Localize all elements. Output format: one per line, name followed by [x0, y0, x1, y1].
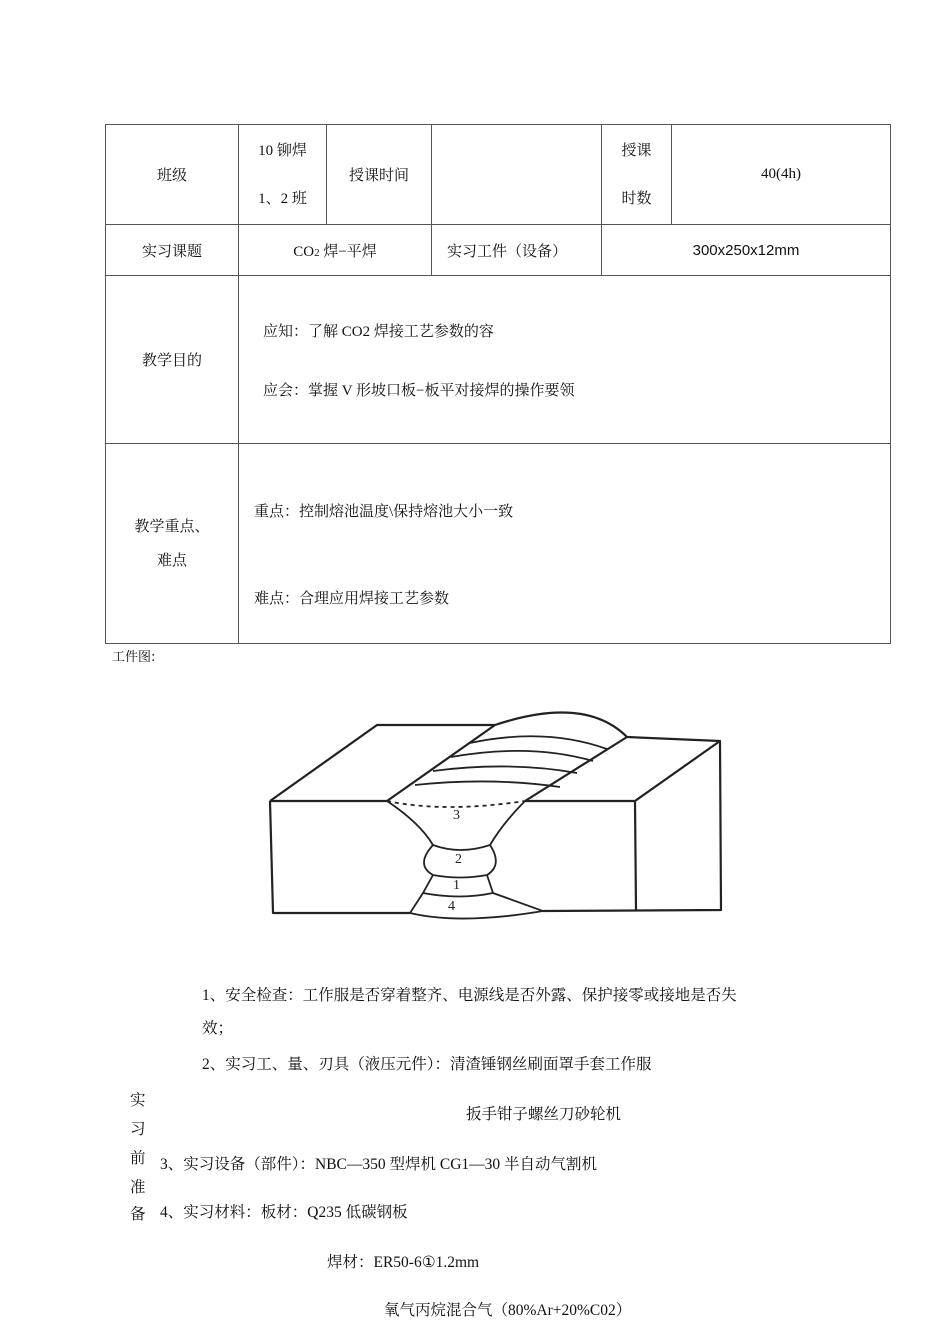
hours-value: 40(4h): [672, 125, 891, 225]
key-label: [106, 444, 239, 644]
prep-item4: 4、实习材料：板材：Q235 低碳钢板: [160, 1204, 408, 1221]
prep-side-label-5: 备: [130, 1206, 146, 1223]
prep-item1-line1: 1、安全检查：工作服是否穿着整齐、电源线是否外露、保护接零或接地是否失: [202, 987, 737, 1004]
prep-item2-cont: 扳手钳子螺丝刀砂轮机: [466, 1106, 622, 1123]
topic-suffix: 焊−平焊: [319, 243, 377, 260]
goal-know: 应知：了解 CO2 焊接工艺参数的容: [263, 323, 494, 340]
topic-subscript: 2: [314, 246, 320, 259]
prep-item3: 3、实习设备（部件）：NBC—350 型焊机 CG1—30 半自动气割机: [160, 1156, 598, 1173]
layer-label-2: 2: [455, 852, 462, 867]
difficult-point: 难点：合理应用焊接工艺参数: [254, 590, 450, 607]
topic-value: [239, 225, 432, 276]
hours-label-line1: 授课: [621, 142, 652, 159]
key-label-line1: 教学重点、: [134, 518, 210, 535]
hours-label-line2: 时数: [621, 190, 652, 207]
prep-item4-gas: 氧气丙烷混合气（80%Ar+20%C02）: [384, 1302, 632, 1319]
weld-layers: [387, 801, 543, 919]
row-key-points: [106, 444, 891, 644]
weld-crown: [495, 713, 627, 738]
layer-label-4: 4: [448, 899, 455, 914]
prep-side-label-2: 习: [130, 1121, 146, 1138]
goal-can: 应会：掌握 V 形坡口板−板平对接焊的操作要领: [263, 382, 575, 399]
topic-label: 实习课题: [106, 225, 239, 276]
class-value: [239, 125, 327, 225]
key-point: 重点：控制熔池温度\保持熔池大小一致: [254, 503, 514, 520]
prep-item4-weld: 焊材：ER50-6①1.2mm: [327, 1254, 480, 1271]
layer-label-1: 1: [453, 878, 460, 893]
workpiece-drawing: [255, 705, 735, 930]
prep-item1-line2: 效；: [202, 1020, 234, 1037]
row-topic: [106, 225, 891, 276]
prep-side-label-1: 实: [130, 1092, 146, 1109]
time-label: 授课时间: [327, 125, 432, 225]
class-label: 班级: [106, 125, 239, 225]
workpiece-value: 300x250x12mm: [602, 225, 891, 276]
left-plate-top-back: [270, 725, 495, 801]
workpiece-label: 实习工件（设备）: [432, 225, 602, 276]
hours-label: [602, 125, 672, 225]
right-plate-top: [525, 741, 720, 801]
left-groove-edge: [387, 725, 495, 801]
key-label-line2: 难点: [156, 552, 187, 569]
goal-content: [239, 276, 891, 444]
layer-4: [423, 893, 493, 897]
prep-side-label-3: 前: [130, 1150, 146, 1167]
figure-caption: 工件图:: [112, 650, 156, 665]
class-value-line2: 1、2 班: [258, 190, 307, 207]
left-plate-front: [270, 801, 410, 913]
row-goal: [106, 276, 891, 444]
topic-prefix: CO: [293, 243, 315, 260]
row-class: [106, 125, 891, 225]
goal-label: 教学目的: [106, 276, 239, 444]
prep-item2: 2、实习工、量、刃具（液压元件）：清渣锤钢丝刷面罩手套工作服: [202, 1056, 652, 1073]
right-plate-corner: [635, 801, 636, 910]
layer-label-3: 3: [453, 808, 460, 823]
prep-side-label-4: 准: [130, 1179, 146, 1196]
right-plate-back: [543, 737, 721, 911]
class-value-line1: 10 铆焊: [258, 142, 307, 159]
lesson-plan-table: [105, 124, 891, 644]
time-value: [432, 125, 602, 225]
layer-1: [410, 875, 543, 919]
plate-outline: [270, 713, 721, 914]
key-content: [239, 444, 891, 644]
